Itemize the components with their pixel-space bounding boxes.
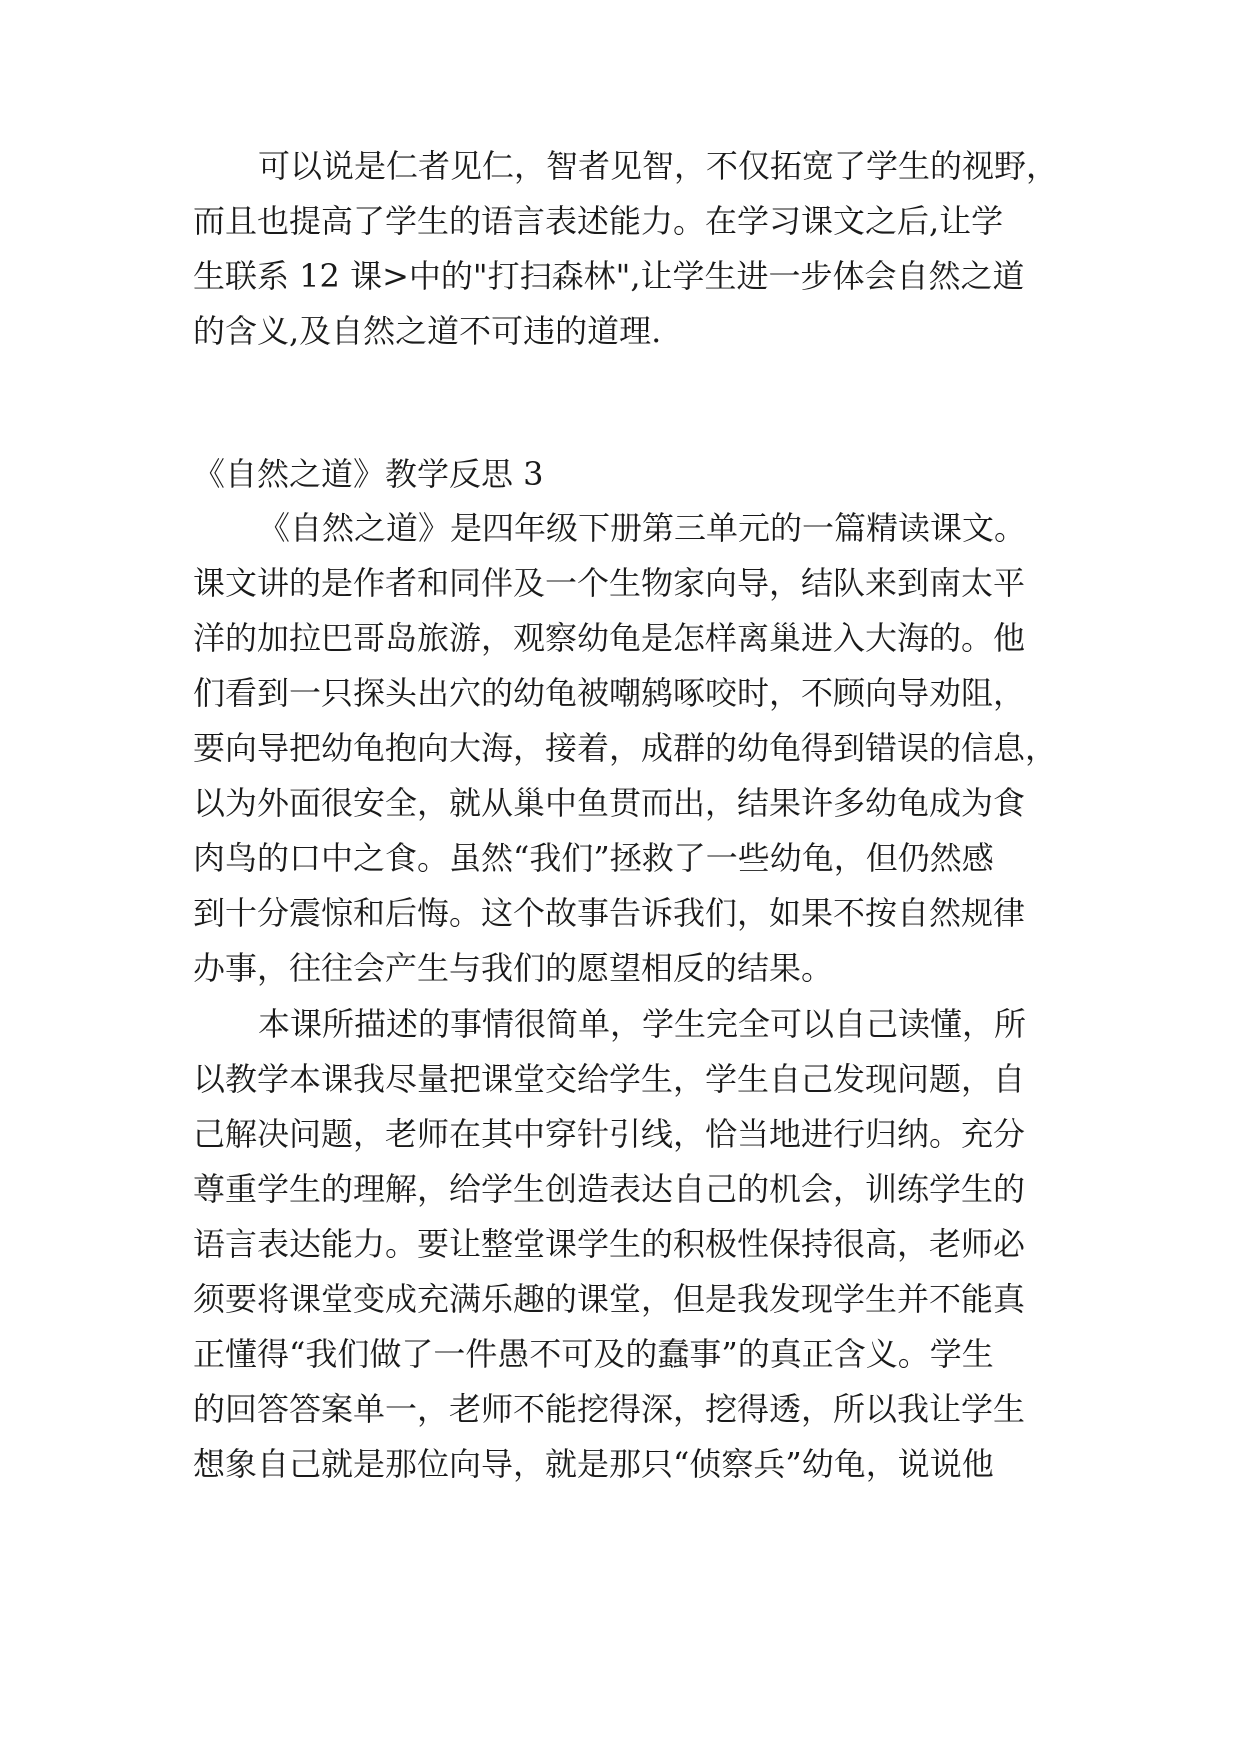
text-line: 己解决问题，老师在其中穿针引线，恰当地进行归纳。充分 xyxy=(193,1115,1026,1153)
text-line: 课文讲的是作者和同伴及一个生物家向导，结队来到南太平 xyxy=(193,564,1026,602)
text-line: 想象自己就是那位向导，就是那只“侦察兵”幼龟，说说他 xyxy=(193,1445,994,1483)
section-heading: 《自然之道》教学反思 3 xyxy=(193,455,544,493)
text-line: 肉鸟的口中之食。虽然“我们”拯救了一些幼龟，但仍然感 xyxy=(193,839,994,877)
text-line: 们看到一只探头出穴的幼龟被嘲鸫啄咬时，不顾向导劝阻， xyxy=(193,674,1026,712)
text-line: 到十分震惊和后悔。这个故事告诉我们，如果不按自然规律 xyxy=(193,894,1026,932)
text-line: 正懂得“我们做了一件愚不可及的蠢事”的真正含义。学生 xyxy=(193,1335,994,1373)
text-line: 《自然之道》是四年级下册第三单元的一篇精读课文。 xyxy=(258,509,1027,547)
text-line: 以教学本课我尽量把课堂交给学生，学生自己发现问题，自 xyxy=(193,1060,1026,1098)
text-line: 的回答答案单一，老师不能挖得深，挖得透，所以我让学生 xyxy=(193,1390,1026,1428)
text-line: 洋的加拉巴哥岛旅游，观察幼龟是怎样离巢进入大海的。他 xyxy=(193,619,1026,657)
text-line: 而且也提高了学生的语言表述能力。在学习课文之后,让学 xyxy=(193,202,1004,240)
text-line: 的含义,及自然之道不可违的道理. xyxy=(193,312,662,350)
text-line: 要向导把幼龟抱向大海，接着，成群的幼龟得到错误的信息， xyxy=(193,729,1058,767)
text-line: 可以说是仁者见仁，智者见智，不仅拓宽了学生的视野， xyxy=(258,147,1059,185)
text-line: 以为外面很安全，就从巢中鱼贯而出，结果许多幼龟成为食 xyxy=(193,784,1026,822)
text-line: 本课所描述的事情很简单，学生完全可以自己读懂，所 xyxy=(258,1005,1027,1043)
text-line: 办事，往往会产生与我们的愿望相反的结果。 xyxy=(193,949,834,987)
text-line: 尊重学生的理解，给学生创造表达自己的机会，训练学生的 xyxy=(193,1170,1026,1208)
text-line: 须要将课堂变成充满乐趣的课堂，但是我发现学生并不能真 xyxy=(193,1280,1026,1318)
text-line: 生联系 12 课>中的"打扫森林",让学生进一步体会自然之道 xyxy=(193,257,1025,295)
text-line: 语言表达能力。要让整堂课学生的积极性保持很高，老师必 xyxy=(193,1225,1026,1263)
